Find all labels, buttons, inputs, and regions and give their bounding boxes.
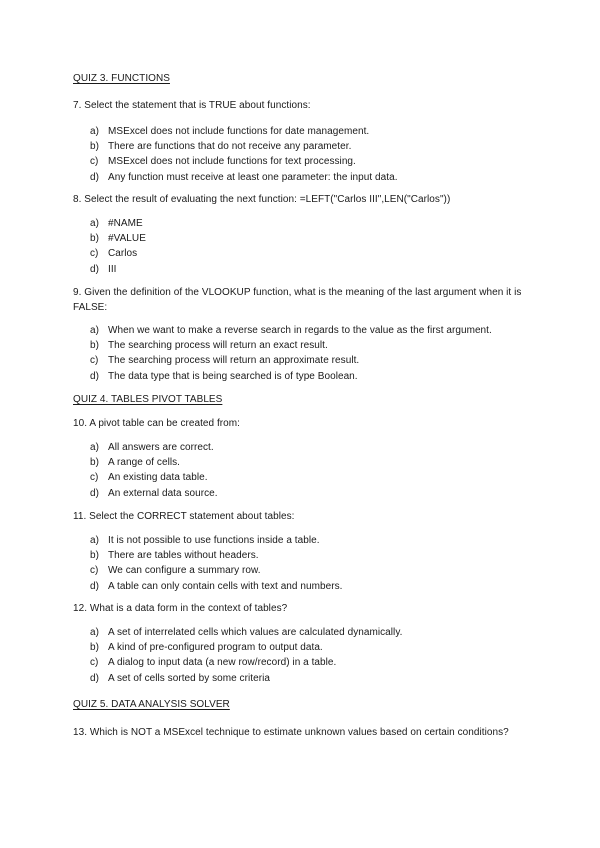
option-letter: b) xyxy=(90,141,99,153)
option-10b xyxy=(90,455,218,470)
option-11c xyxy=(90,563,342,578)
option-10a xyxy=(90,440,218,455)
question-8: 8. Select the result of evaluating the next function: =LEFT("Carlos III",LEN("Carlos")) xyxy=(73,194,451,205)
option-8a xyxy=(90,216,146,231)
option-letter: b) xyxy=(90,340,99,352)
section-title-quiz-3: QUIZ 3. FUNCTIONS xyxy=(73,73,170,84)
option-letter: a) xyxy=(90,325,99,336)
section-title-quiz-5: QUIZ 5. DATA ANALYSIS SOLVER xyxy=(73,699,230,710)
option-12c xyxy=(90,655,402,670)
option-text: An existing data table. xyxy=(108,472,208,484)
option-text: Carlos xyxy=(108,248,138,260)
option-letter: a) xyxy=(90,126,99,137)
option-11b xyxy=(90,548,342,563)
options-question-12 xyxy=(90,625,402,686)
option-text: When we want to make a reverse search in regards to the value as the first argument. xyxy=(108,325,492,336)
option-10c xyxy=(90,470,218,485)
option-7c xyxy=(90,154,398,169)
option-text: A table can only contain cells with text and numbers. xyxy=(108,580,343,592)
option-text: All answers are correct. xyxy=(108,442,214,453)
option-7b xyxy=(90,139,398,154)
option-text: III xyxy=(108,263,117,275)
option-8b xyxy=(90,231,146,246)
question-13: 13. Which is NOT a MSExcel technique to estimate unknown values based on certain conditions? xyxy=(73,727,509,738)
option-10d xyxy=(90,486,218,501)
option-letter: a) xyxy=(90,627,99,638)
option-8c xyxy=(90,246,146,261)
option-letter: c) xyxy=(90,472,99,484)
option-letter: d) xyxy=(90,263,99,275)
option-text: There are tables without headers. xyxy=(108,550,259,562)
option-letter: b) xyxy=(90,550,99,562)
options-question-10 xyxy=(90,440,218,501)
option-text: MSExcel does not include functions for text processing. xyxy=(108,156,356,168)
option-text: We can configure a summary row. xyxy=(108,565,261,577)
option-text: A set of cells sorted by some criteria xyxy=(108,672,270,684)
question-9: 9. Given the definition of the VLOOKUP function, what is the meaning of the last argument when it is FALSE: xyxy=(73,287,522,313)
option-text: A set of interrelated cells which values are calculated dynamically. xyxy=(108,627,403,638)
question-10: 10. A pivot table can be created from: xyxy=(73,418,241,429)
option-text: The data type that is being searched is of type Boolean. xyxy=(108,370,358,382)
option-8d xyxy=(90,262,146,277)
option-text: MSExcel does not include functions for date management. xyxy=(108,126,370,137)
option-text: There are functions that do not receive any parameter. xyxy=(108,141,352,153)
option-9a xyxy=(90,323,492,338)
option-letter: d) xyxy=(90,580,99,592)
option-text: The searching process will return an exact result. xyxy=(108,340,328,352)
option-letter: b) xyxy=(90,457,99,469)
section-title-quiz-4: QUIZ 4. TABLES PIVOT TABLES xyxy=(73,394,223,405)
option-7d xyxy=(90,170,398,185)
option-letter: d) xyxy=(90,370,99,382)
option-letter: d) xyxy=(90,171,99,183)
option-9b xyxy=(90,338,492,353)
option-text: #NAME xyxy=(108,218,143,229)
option-letter: b) xyxy=(90,233,99,245)
option-letter: a) xyxy=(90,442,99,453)
option-letter: d) xyxy=(90,487,99,499)
option-text: Any function must receive at least one parameter: the input data. xyxy=(108,171,398,183)
question-12: 12. What is a data form in the context of tables? xyxy=(73,603,288,614)
options-question-9 xyxy=(90,323,492,384)
option-letter: a) xyxy=(90,218,99,229)
options-question-7 xyxy=(90,124,398,185)
option-letter: c) xyxy=(90,355,99,367)
option-9c xyxy=(90,353,492,368)
question-11: 11. Select the CORRECT statement about tables: xyxy=(73,511,295,522)
option-11d xyxy=(90,579,342,594)
options-question-11 xyxy=(90,533,342,594)
option-letter: c) xyxy=(90,657,99,669)
option-letter: c) xyxy=(90,248,99,260)
option-text: A kind of pre-configured program to output data. xyxy=(108,642,323,654)
option-letter: a) xyxy=(90,535,99,546)
option-12b xyxy=(90,640,402,655)
option-text: An external data source. xyxy=(108,487,218,499)
options-question-8 xyxy=(90,216,146,277)
option-text: #VALUE xyxy=(108,233,146,245)
option-9d xyxy=(90,369,492,384)
option-7a xyxy=(90,124,398,139)
question-7: 7. Select the statement that is TRUE about functions: xyxy=(73,100,311,111)
option-letter: d) xyxy=(90,672,99,684)
option-text: The searching process will return an approximate result. xyxy=(108,355,360,367)
option-12a xyxy=(90,625,402,640)
option-letter: b) xyxy=(90,642,99,654)
option-text: A range of cells. xyxy=(108,457,181,469)
option-letter: c) xyxy=(90,156,99,168)
option-11a xyxy=(90,533,342,548)
option-text: It is not possible to use functions inside a table. xyxy=(108,535,320,546)
option-text: A dialog to input data (a new row/record) in a table. xyxy=(108,657,337,669)
option-letter: c) xyxy=(90,565,99,577)
option-12d xyxy=(90,671,402,686)
